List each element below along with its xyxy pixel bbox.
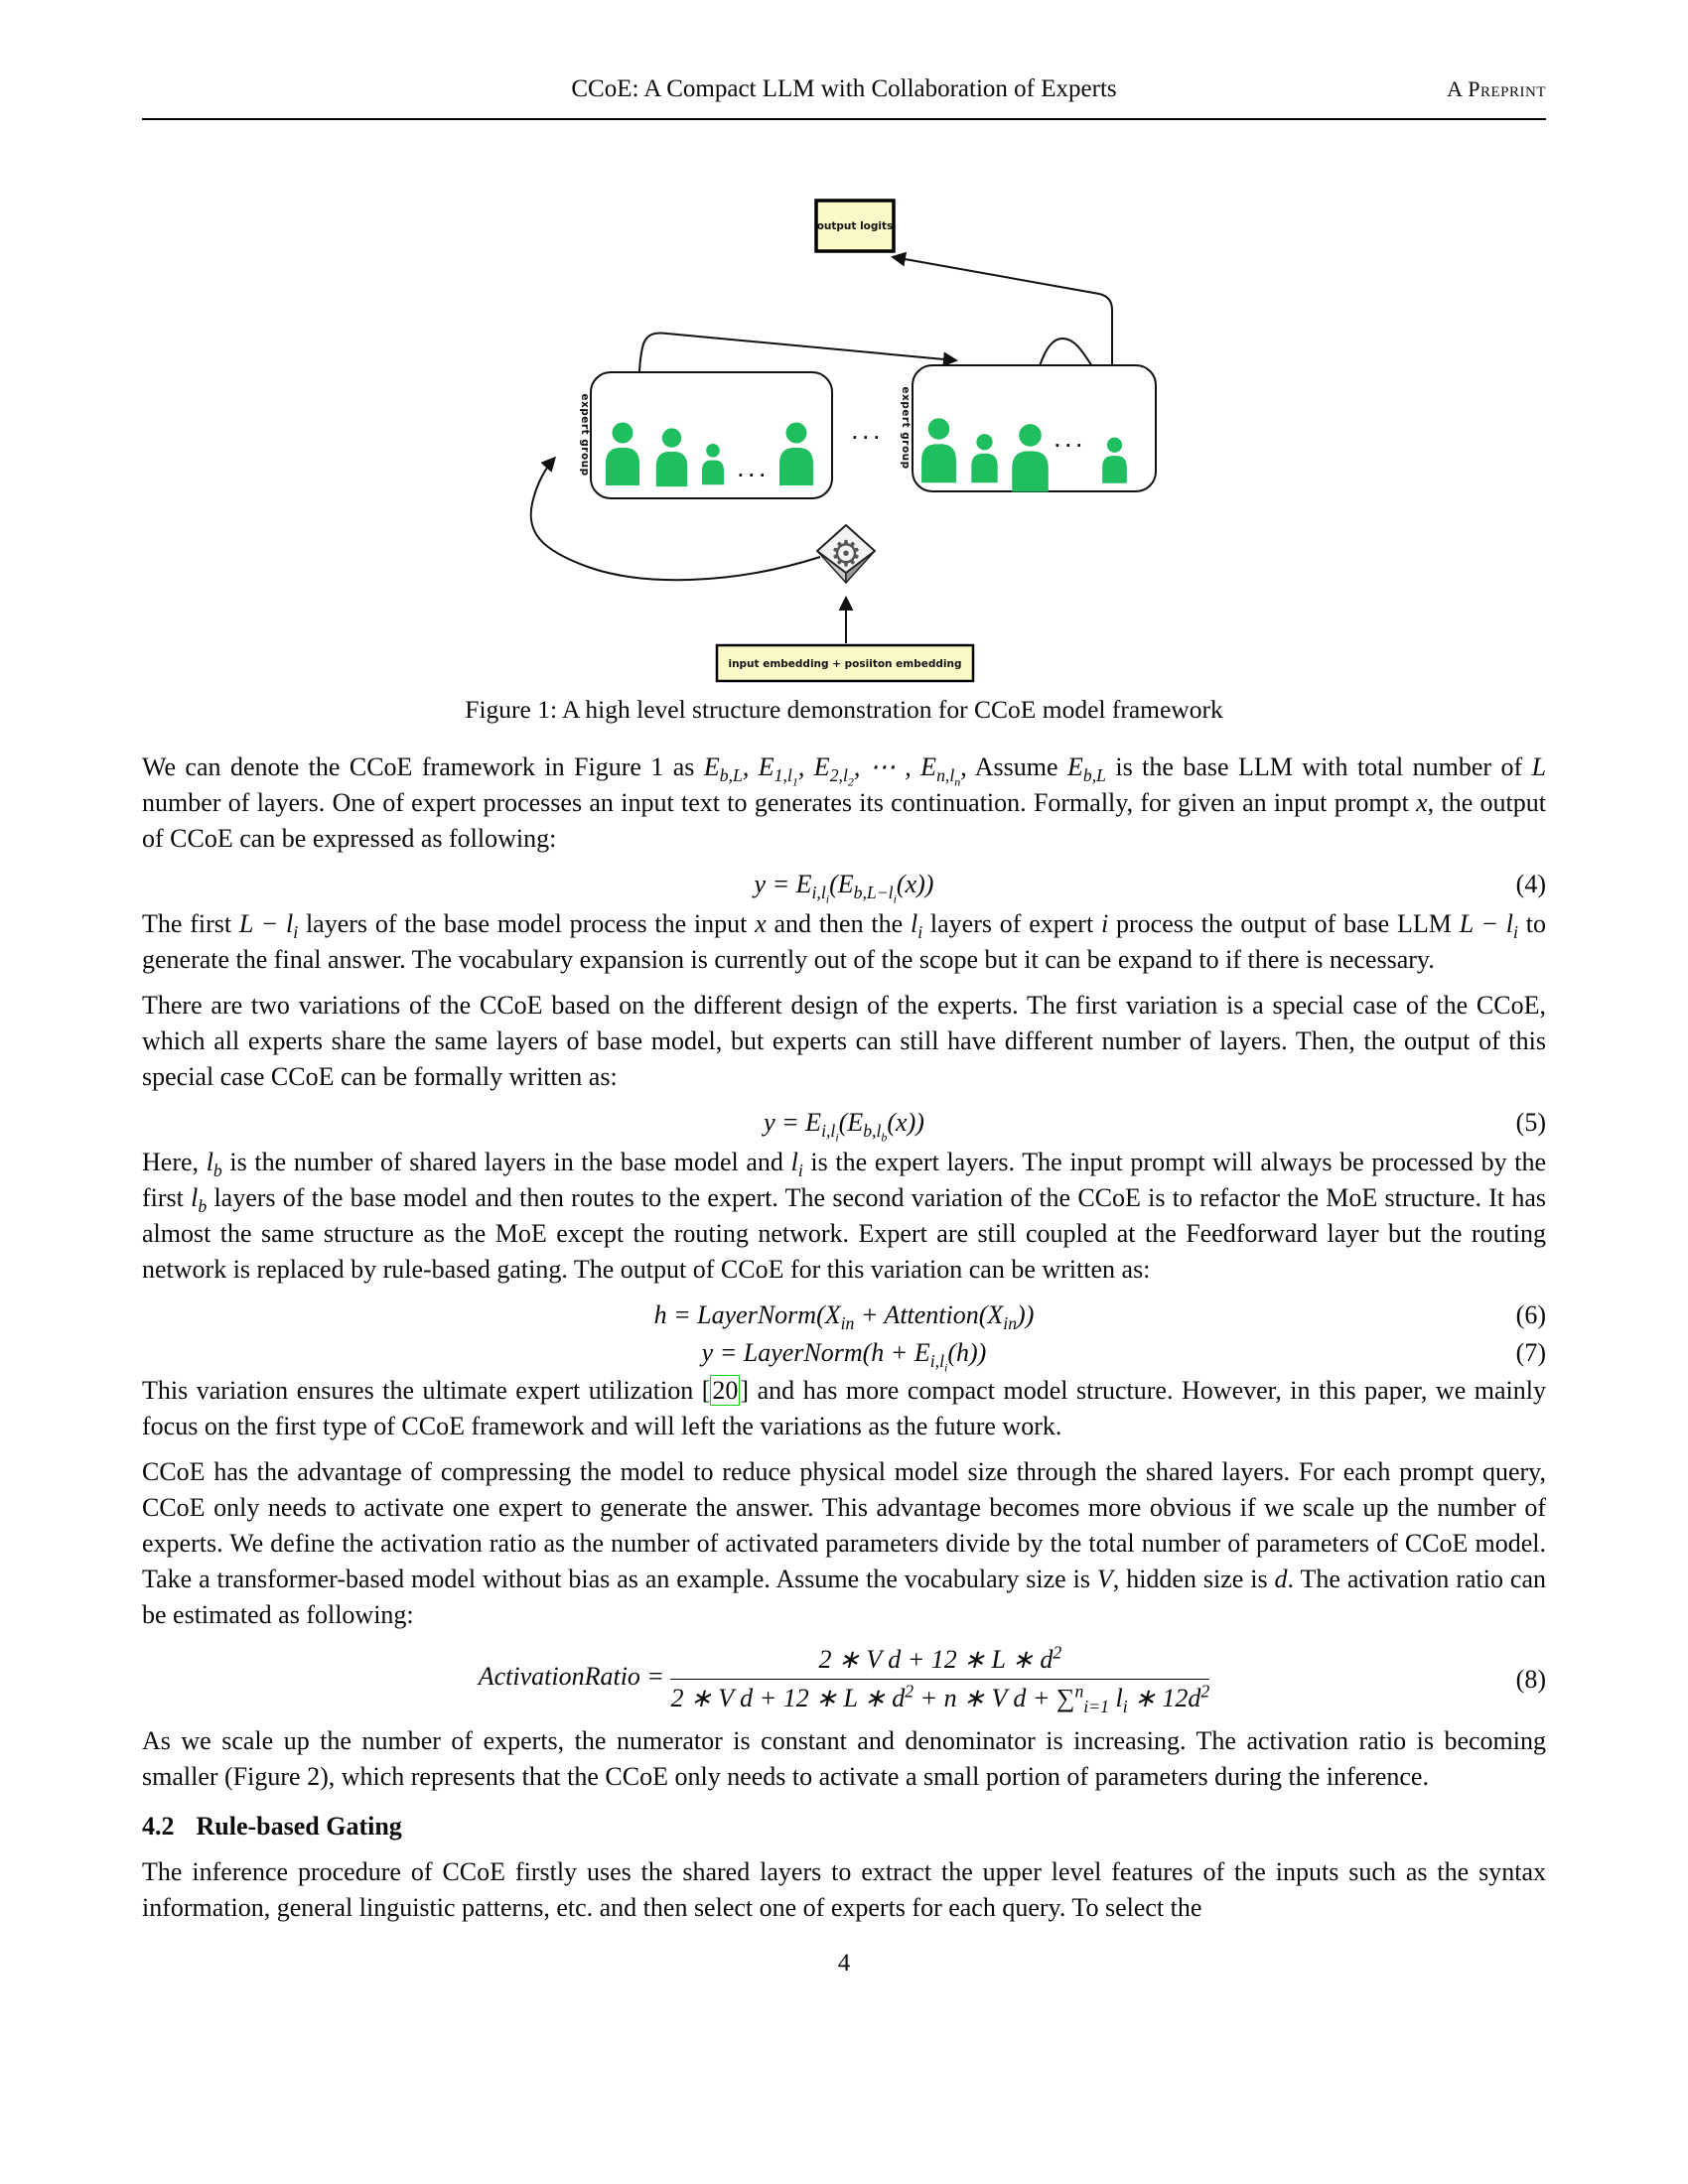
section-title: Rule-based Gating [196, 1812, 402, 1841]
paragraph-text: ] and has more compact model structure. However, in this paper, we mainly focus on the first type of CCoE framework and will left the variations as the future work. [142, 1376, 1546, 1440]
equation-4 [142, 867, 1546, 906]
fraction-denominator: 2 ∗ V d + 12 ∗ L ∗ $d^2 + n$ ∗ V d + ∑$^n_{i=1}$ $l_i$ ∗ $12d^2$ [670, 1681, 1210, 1717]
running-title: CCoE: A Compact LLM with Collaboration of Experts [571, 75, 1117, 102]
equation-body: $y = E_{i,l_i}(E_{b,L-l_i}(x))$ [754, 870, 934, 906]
equation-7 [142, 1335, 1546, 1375]
equation-number: (6) [1515, 1300, 1546, 1329]
paragraph: The first $L - l_i$ layers of the base model process the input x and then the $l_i$ layers of expert i process the output of base LLM $L - l_i$ to generate the final answer. The vocabulary expansion is currently out of the scope but it can be expand to if there is necessary. [142, 909, 1546, 974]
router-gear [817, 525, 875, 583]
page-header [142, 75, 1546, 109]
ellipsis-right-group: · · · [1055, 437, 1082, 455]
output-logits-label: output logits [816, 220, 894, 232]
figure-caption: Figure 1: A high level structure demonstration for CCoE model framework [465, 695, 1223, 724]
equation-5 [142, 1105, 1546, 1145]
equation-lhs: ActivationRatio = [478, 1662, 664, 1692]
equation-number: (8) [1515, 1664, 1546, 1694]
expert-group-left-label: expert group [579, 393, 591, 477]
equation-body: $y = E_{i,l_i}(E_{b,l_b}(x))$ [764, 1108, 924, 1145]
ellipsis-left-group: · · · [738, 467, 766, 484]
fraction-numerator: 2 ∗ V d + 12 ∗ L ∗ $d^2$ [670, 1643, 1209, 1680]
preprint-label: A Preprint [1447, 76, 1546, 101]
paragraph: CCoE has the advantage of compressing the model to reduce physical model size through the shared layers. For each prompt query, CCoE only needs to activate one expert to generate the answer. This advantage becomes more obvious if we scale up the number of experts. We define the activation ratio as the number of activated parameters divide by the total number of parameters of CCoE model. Take a transformer-based model without bias as an example. Assume the vocabulary size is V, hidden size is d. The activation ratio can be estimated as following: [142, 1457, 1546, 1629]
section-number: 4.2 [142, 1812, 175, 1841]
paragraph: We can denote the CCoE framework in Figure 1 as $E_{b,L}$, $E_{1,l_1}$, $E_{2,l_2}$, ⋯ , $E_{n,l_n}$, Assume $E_{b,L}$ is the base LLM with total number of L number of layers. One of expert processes an input text to generates its continuation. Formally, for given an input prompt x, the output of CCoE can be expressed as following: [142, 752, 1547, 853]
paragraph: The inference procedure of CCoE firstly uses the shared layers to extract the upper level features of the inputs such as the syntax information, general linguistic patterns, etc. and then select one of experts for each query. To select the [142, 1857, 1546, 1922]
header-rule [142, 118, 1546, 120]
section-heading [142, 1809, 1546, 1844]
body-text [142, 750, 1546, 1981]
equation-body: $h = LayerNorm(X_{in}$ + $Attention(X_{in})$) [653, 1300, 1035, 1334]
page-number: 4 [837, 1950, 851, 1977]
paragraph: Here, $l_b$ is the number of shared layers in the base model and $l_i$ is the expert layers. The input prompt will always be processed by the first $l_b$ layers of the base model and then routes to the expert. The second variation of the CCoE is to refactor the MoE structure. It has almost the same structure as the MoE except the routing network. Expert are still coupled at the Feedforward layer but the routing network is replaced by rule-based gating. The output of CCoE for this variation can be written as: [142, 1148, 1546, 1284]
ellipsis-between-groups: · · · [852, 429, 880, 447]
equation-body: y = LayerNorm(h + $E_{i,l_i}(h)$) [701, 1338, 987, 1375]
paragraph: There are two variations of the CCoE based on the different design of the experts. The first variation is a special case of the CCoE, which all experts share the same layers of base model, but experts can still have different number of layers. Then, the output of this special case CCoE can be formally written as: [142, 991, 1546, 1091]
input-embedding-label: input embedding + posiiton embedding [728, 658, 962, 670]
paragraph-text: This variation ensures the ultimate expert utilization [ [142, 1376, 711, 1405]
equation-number: (4) [1515, 870, 1546, 898]
figure-1-diagram [0, 139, 1688, 695]
citation-link[interactable]: 20 [712, 1376, 739, 1405]
paragraph [142, 1373, 1546, 1444]
equation-number: (7) [1515, 1338, 1546, 1367]
equation-6 [142, 1297, 1546, 1333]
expert-group-right-label: expert group [900, 386, 912, 470]
equation-number: (5) [1515, 1108, 1546, 1137]
equation-8 [142, 1643, 1546, 1715]
paragraph: As we scale up the number of experts, the numerator is constant and denominator is increasing. The activation ratio is becoming smaller (Figure 2), which represents that the CCoE only needs to activate a small portion of parameters during the inference. [142, 1726, 1546, 1791]
equation-fraction [670, 1643, 1209, 1715]
gear-icon: ⚙ [829, 534, 863, 575]
